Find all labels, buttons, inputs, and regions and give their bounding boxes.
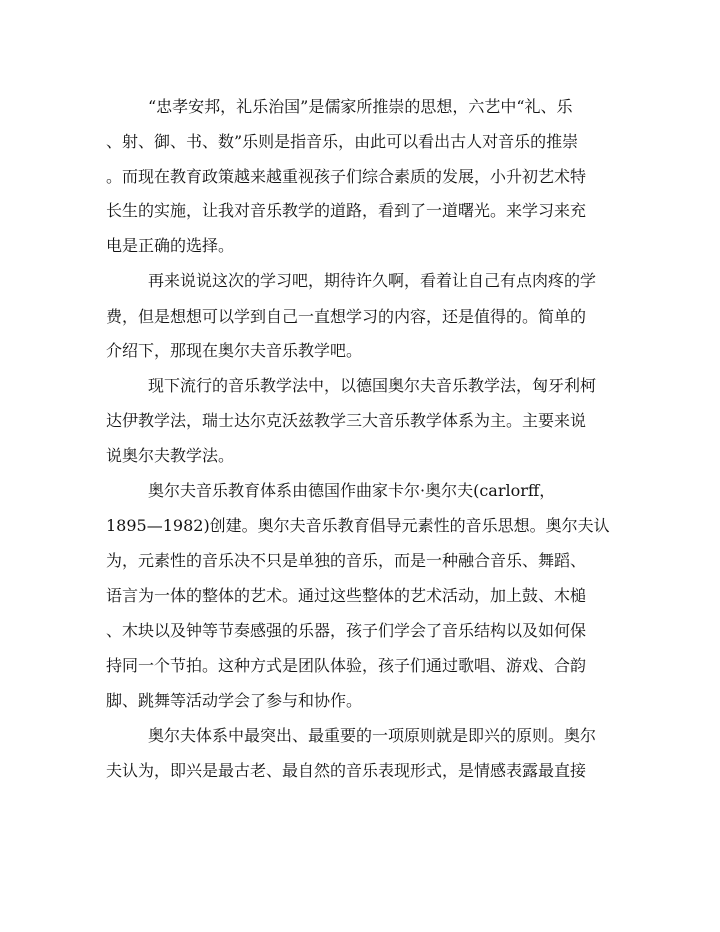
paragraph-1-line-4: 长生的实施，让我对音乐教学的道路，看到了一道曙光。来学习来充 — [106, 201, 587, 220]
paragraph-1-line-5: 电是正确的选择。 — [106, 236, 235, 255]
paragraph-4-line-7: 脚、跳舞等活动学会了参与和协作。 — [106, 691, 363, 710]
paragraph-4-line-3: 为，元素性的音乐决不只是单独的音乐，而是一种融合音乐、舞蹈、 — [106, 551, 587, 570]
paragraph-1-line-3: 。而现在教育政策越来越重视孩子们综合素质的发展，小升初艺术特 — [106, 167, 587, 186]
paragraph-5-line-2: 夫认为，即兴是最古老、最自然的音乐表现形式，是情感表露最直接 — [106, 761, 587, 780]
paragraph-4-line-2: 1895—1982)创建。奥尔夫音乐教育倡导元素性的音乐思想。奥尔夫认 — [106, 516, 610, 535]
paragraph-2-line-1: 再来说说这次的学习吧，期待许久啊，看着让自己有点肉疼的学 — [148, 271, 597, 290]
paragraph-4-line-5: 、木块以及钟等节奏感强的乐器，孩子们学会了音乐结构以及如何保 — [106, 621, 587, 640]
paragraph-2-line-3: 介绍下，那现在奥尔夫音乐教学吧。 — [106, 341, 363, 360]
paragraph-3-line-2: 达伊教学法，瑞士达尔克沃兹教学三大音乐教学体系为主。主要来说 — [106, 411, 587, 430]
paragraph-1-line-1: “忠孝安邦，礼乐治国”是儒家所推崇的思想，六艺中“礼、乐 — [148, 97, 573, 116]
paragraph-2-line-2: 费，但是想想可以学到自己一直想学习的内容，还是值得的。简单的 — [106, 307, 587, 326]
paragraph-4-line-4: 语言为一体的整体的艺术。通过这些整体的艺术活动，加上鼓、木槌 — [106, 586, 587, 605]
paragraph-4-line-6: 持同一个节拍。这种方式是团队体验，孩子们通过歌唱、游戏、合韵 — [106, 656, 587, 675]
paragraph-1-line-2: 、射、御、书、数”乐则是指音乐，由此可以看出古人对音乐的推崇 — [106, 132, 579, 151]
paragraph-5-line-1: 奥尔夫体系中最突出、最重要的一项原则就是即兴的原则。奥尔 — [148, 726, 597, 745]
paragraph-3-line-1: 现下流行的音乐教学法中，以德国奥尔夫音乐教学法，匈牙利柯 — [148, 376, 597, 395]
paragraph-4-line-1: 奥尔夫音乐教育体系由德国作曲家卡尔·奥尔夫(carlorff， — [148, 481, 556, 500]
paragraph-3-line-3: 说奥尔夫教学法。 — [106, 446, 235, 465]
